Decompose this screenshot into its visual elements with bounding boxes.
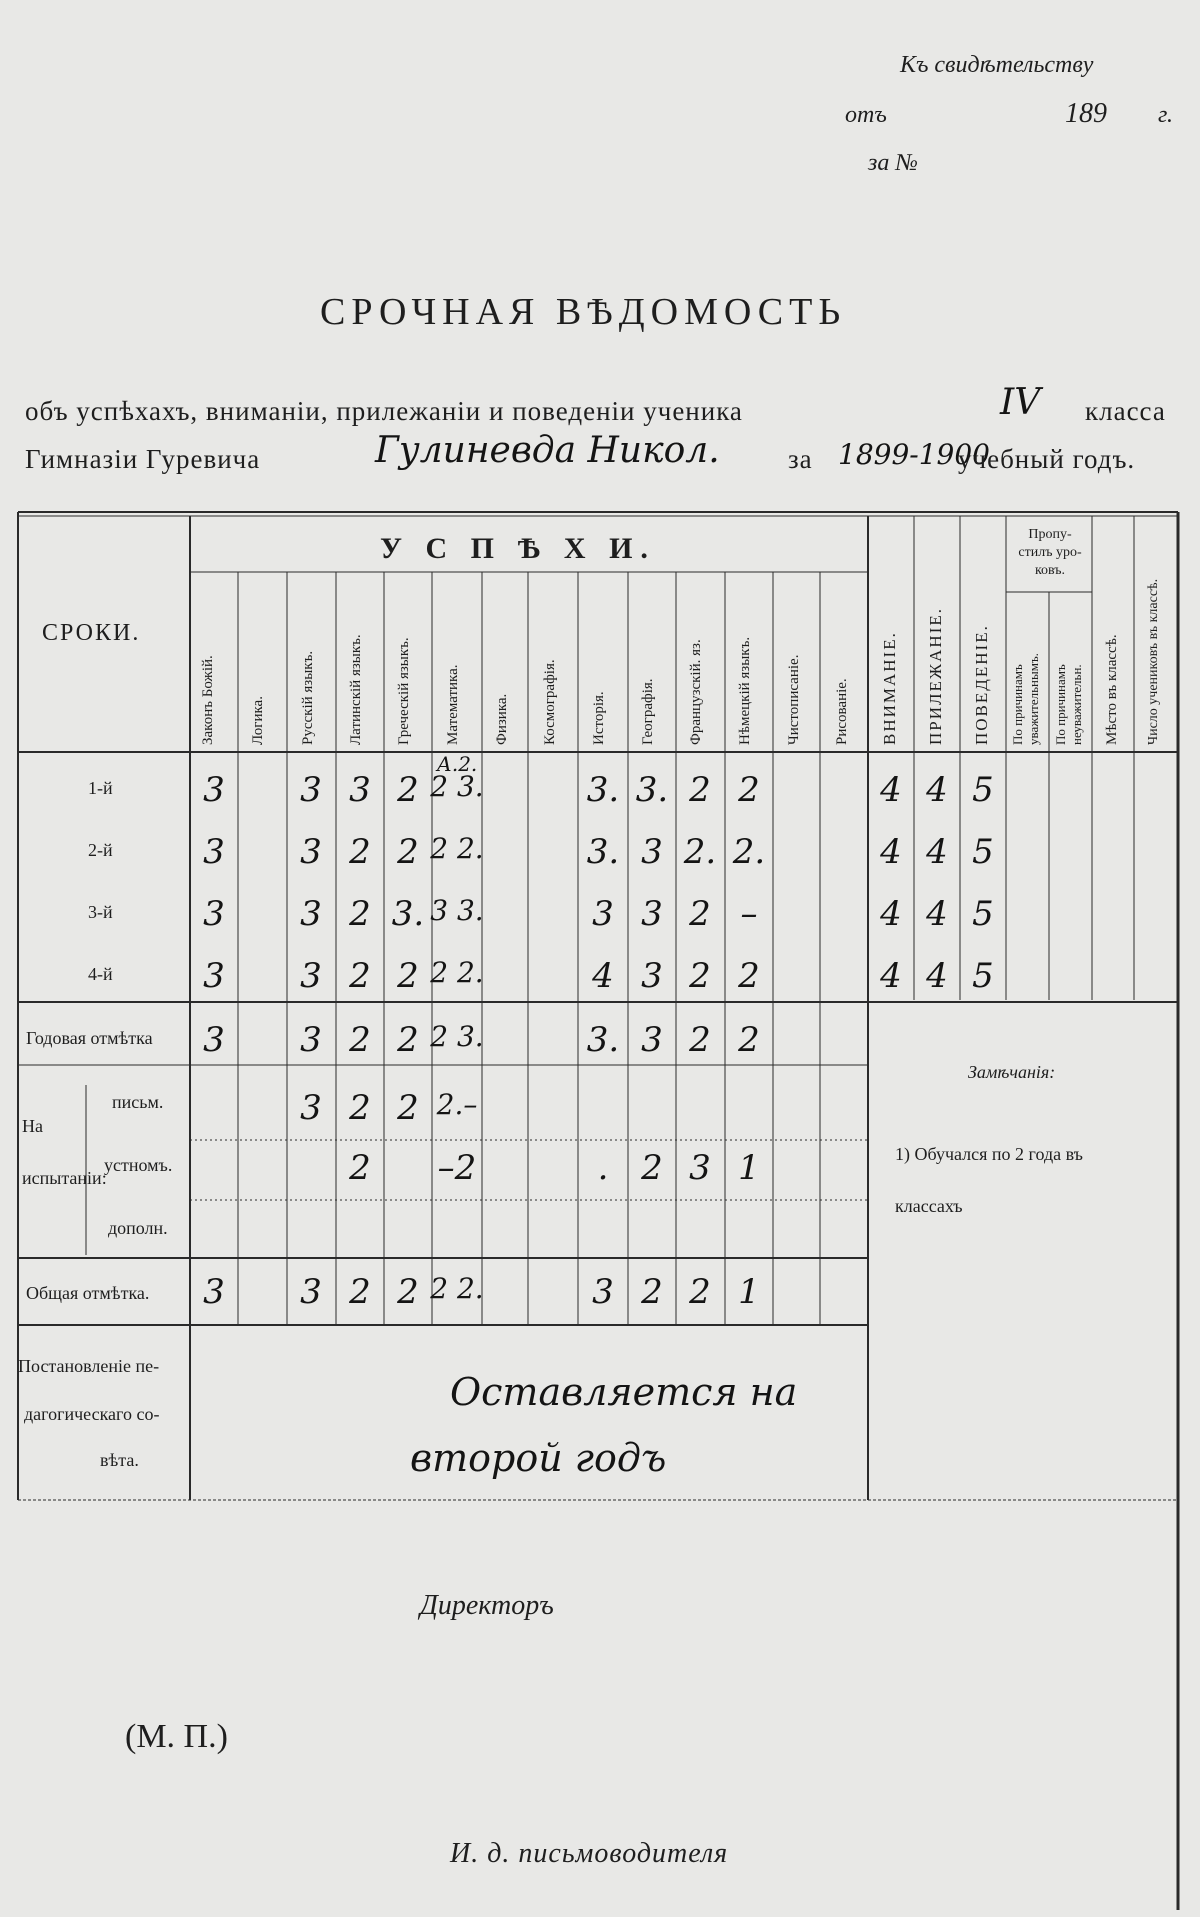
mark-annual-col4: 2 [397, 1020, 419, 1060]
mark-term2-col10: 2. [683, 832, 717, 872]
mark-term1-other1: 4 [926, 770, 948, 810]
mark-note-term1: А.2. [436, 752, 478, 776]
mark-exam1-col9: 2 [641, 1148, 663, 1188]
subject-nemetskiy: Нѣмецкій языкъ. [737, 636, 753, 745]
mark-total-col9: 2 [641, 1272, 663, 1312]
council-text-1: Оставляется на [450, 1370, 798, 1414]
gymnasium-name: Гимназіи Гуревича [25, 444, 261, 474]
mark-exam0-col2: 3 [300, 1088, 322, 1128]
year-value: 1899-1900 [838, 438, 990, 471]
sroki-label: СРОКИ. [42, 620, 141, 646]
mark-total-col11: 1 [738, 1272, 760, 1312]
seal-label: (М. П.) [125, 1718, 228, 1755]
remarks-text-2: классахъ [895, 1196, 963, 1216]
mark-term4-col9: 3 [641, 956, 663, 996]
mark-term2-other2: 5 [972, 832, 994, 872]
subject-matematika: Математика. [445, 664, 461, 745]
col-count: Число учениковъ въ классѣ. [1146, 578, 1161, 745]
total-label: Общая отмѣтка. [26, 1283, 150, 1303]
missed-label: Пропу- стилъ уро- ковъ. [1018, 527, 1082, 578]
mark-term2-col9: 3 [641, 832, 663, 872]
mark-term3-col8: 3 [592, 894, 614, 934]
document-title: СРОЧНАЯ ВѢДОМОСТЬ [320, 291, 847, 333]
mark-term3-col4: 3. [391, 894, 425, 934]
mark-term1-col11: 2 [738, 770, 760, 810]
subject-chistopisanie: Чистописаніе. [786, 654, 802, 745]
col-missed-invalid: По причинамъ неуважительн. [1053, 664, 1084, 745]
director-label: Директоръ [420, 1590, 554, 1621]
mark-term1-col2: 3 [300, 770, 322, 810]
subject-russkiy: Русскій языкъ. [300, 650, 316, 745]
subject-fizika: Физика. [494, 693, 510, 745]
mark-term2-col5: 2 2. [430, 832, 484, 865]
row-label-3: 3-й [88, 902, 113, 922]
mark-term4-col10: 2 [689, 956, 711, 996]
subject-logika: Логика. [250, 696, 266, 745]
mark-exam1-col5: –2 [437, 1148, 477, 1188]
mark-term3-col0: 3 [203, 894, 225, 934]
mark-total-col5: 2 2. [430, 1272, 484, 1305]
mark-term4-col2: 3 [300, 956, 322, 996]
subtitle-line1: объ успѣхахъ, вниманіи, прилежаніи и поведеніи ученика [25, 396, 743, 426]
mark-exam1-col3: 2 [349, 1148, 371, 1188]
mark-exam1-col8: . [597, 1148, 609, 1188]
mark-term1-col9: 3. [635, 770, 669, 810]
year-prefix: за [788, 444, 813, 474]
remarks-title: Замѣчанія: [968, 1062, 1056, 1082]
mark-total-col0: 3 [203, 1272, 225, 1312]
subject-zakon-bozhiy: Законъ Божій. [200, 655, 216, 745]
mark-term3-col5: 3 3. [430, 894, 484, 927]
mark-annual-col2: 3 [300, 1020, 322, 1060]
mark-total-col8: 3 [592, 1272, 614, 1312]
subject-istoriya: Исторія. [591, 691, 607, 745]
row-label-2: 2-й [88, 840, 113, 860]
mark-term2-col2: 3 [300, 832, 322, 872]
mark-term3-col9: 3 [641, 894, 663, 934]
mark-term3-col2: 3 [300, 894, 322, 934]
annual-label: Годовая отмѣтка [26, 1028, 153, 1048]
mark-term2-col0: 3 [203, 832, 225, 872]
mark-term1-col4: 2 [397, 770, 419, 810]
mark-total-col10: 2 [689, 1272, 711, 1312]
mark-term4-col11: 2 [738, 956, 760, 996]
mark-term1-col0: 3 [203, 770, 225, 810]
header-line2-suffix: г. [1158, 102, 1174, 128]
mark-term3-other1: 4 [926, 894, 948, 934]
mark-annual-col0: 3 [203, 1020, 225, 1060]
header-line3: за № [868, 150, 918, 176]
row-label-4: 4-й [88, 964, 113, 984]
row-label-1: 1-й [88, 778, 113, 798]
council-label-1: Постановленіе пе- [18, 1356, 160, 1376]
mark-exam0-col5: 2.– [436, 1088, 478, 1121]
mark-exam0-col3: 2 [349, 1088, 371, 1128]
mark-term4-col8: 4 [592, 956, 614, 996]
council-label-3: вѣта. [100, 1450, 139, 1470]
mark-total-col4: 2 [397, 1272, 419, 1312]
exam-label-extra: дополн. [108, 1218, 168, 1238]
mark-term4-col5: 2 2. [430, 956, 484, 989]
mark-term2-other1: 4 [926, 832, 948, 872]
col-povedenie: ПОВЕДЕНІЕ. [972, 624, 991, 745]
year-suffix: учебный годъ. [958, 444, 1136, 474]
uspekhi-label: У С П Ѣ Х И. [380, 532, 656, 565]
mark-term1-col10: 2 [689, 770, 711, 810]
mark-total-col3: 2 [349, 1272, 371, 1312]
mark-term2-col4: 2 [397, 832, 419, 872]
mark-term2-col8: 3. [586, 832, 620, 872]
council-text-2: второй годъ [410, 1436, 667, 1480]
mark-term4-col4: 2 [397, 956, 419, 996]
mark-exam0-col4: 2 [397, 1088, 419, 1128]
mark-term3-other2: 5 [972, 894, 994, 934]
header-line1: Къ свидѣтельству [900, 52, 1094, 78]
subject-frantsuzskiy: Французскій. яз. [688, 639, 704, 745]
mark-term3-col3: 2 [349, 894, 371, 934]
mark-term4-col0: 3 [203, 956, 225, 996]
class-label: класса [1085, 396, 1166, 426]
student-name: Гулиневда Никол. [375, 430, 720, 471]
subject-kosmografiya: Космографія. [542, 659, 558, 745]
mark-annual-col5: 2 3. [430, 1020, 484, 1053]
class-value: IV [1000, 382, 1041, 423]
mark-term4-other0: 4 [880, 956, 902, 996]
mark-annual-col10: 2 [689, 1020, 711, 1060]
subject-grecheskiy: Греческій языкъ. [396, 637, 412, 745]
mark-annual-col8: 3. [586, 1020, 620, 1060]
mark-exam1-col11: 1 [738, 1148, 760, 1188]
mark-term1-other2: 5 [972, 770, 994, 810]
mark-term2-col3: 2 [349, 832, 371, 872]
mark-annual-col11: 2 [738, 1020, 760, 1060]
header-line2-year: 189 [1065, 98, 1107, 129]
header-line2-prefix: отъ [845, 102, 887, 128]
mark-annual-col9: 3 [641, 1020, 663, 1060]
subject-latinskiy: Латинскій языкъ. [348, 634, 364, 745]
mark-term3-col11: – [740, 894, 758, 934]
mark-term1-col3: 3 [349, 770, 371, 810]
mark-term4-col3: 2 [349, 956, 371, 996]
mark-total-col2: 3 [300, 1272, 322, 1312]
clerk-label: И. д. письмоводителя [450, 1838, 729, 1869]
mark-term4-other2: 5 [972, 956, 994, 996]
remarks-text-1: 1) Обучался по 2 года въ [895, 1144, 1083, 1164]
exam-label-oral: устномъ. [104, 1155, 173, 1175]
exam-label-written: письм. [112, 1092, 164, 1112]
council-label-2: дагогическаго со- [24, 1404, 160, 1424]
mark-term1-other0: 4 [880, 770, 902, 810]
mark-term1-col5: 2 3. [430, 770, 484, 803]
mark-annual-col3: 2 [349, 1020, 371, 1060]
subject-risovanie: Рисованіе. [834, 678, 850, 745]
col-vnimanie: ВНИМАНІЕ. [880, 631, 899, 745]
col-missed-valid: По причинамъ уважительнымъ. [1010, 653, 1041, 745]
mark-term4-other1: 4 [926, 956, 948, 996]
mark-term1-col8: 3. [586, 770, 620, 810]
col-prilezhanie: ПРИЛЕЖАНІЕ. [926, 606, 945, 745]
mark-term2-col11: 2. [732, 832, 766, 872]
subject-geografiya: Географія. [640, 678, 656, 745]
mark-term3-col10: 2 [689, 894, 711, 934]
exam-label: На испытаніи: [22, 1116, 107, 1188]
col-place: Мѣсто въ классѣ. [1104, 634, 1120, 745]
mark-term2-other0: 4 [880, 832, 902, 872]
mark-term3-other0: 4 [880, 894, 902, 934]
mark-exam1-col10: 3 [689, 1148, 711, 1188]
